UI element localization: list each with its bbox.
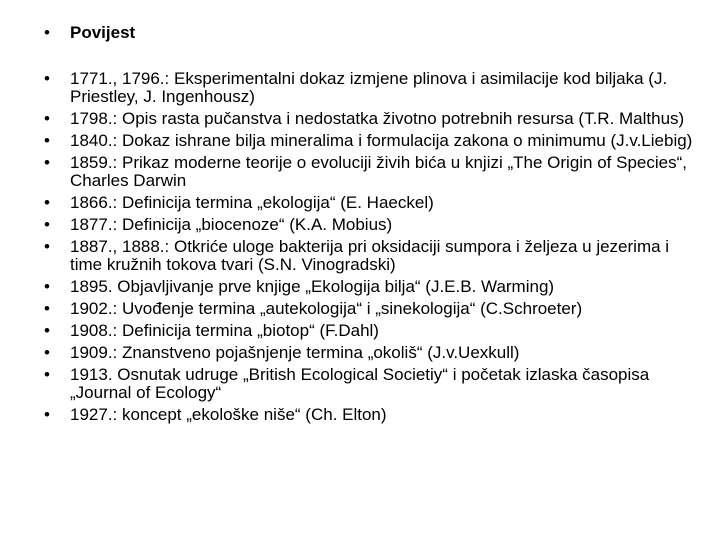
list-item (44, 238, 694, 274)
list-item-text: 1798.: Opis rasta pučanstva i nedostatka životno potrebnih resursa (T.R. Malthus) (70, 109, 685, 128)
bullet-icon: • (44, 153, 50, 172)
list-item-text: 1902.: Uvođenje termina „autekologija“ i „sinekologija“ (C.Schroeter) (70, 299, 583, 318)
bullet-icon: • (44, 193, 50, 212)
list-item (44, 194, 694, 212)
list-item (44, 110, 694, 128)
list-item (44, 70, 694, 106)
bullet-icon: • (44, 405, 50, 424)
bullet-icon: • (44, 343, 50, 362)
list-item (44, 344, 694, 362)
list-item-text: 1909.: Znanstveno pojašnjenje termina „okoliš“ (J.v.Uexkull) (70, 343, 520, 362)
list-item (44, 406, 694, 424)
history-list (44, 70, 694, 428)
bullet-icon: • (44, 365, 50, 384)
list-item (44, 366, 694, 402)
bullet-icon: • (44, 299, 50, 318)
list-item (44, 300, 694, 318)
list-item (44, 154, 694, 190)
bullet-icon: • (44, 215, 50, 234)
slide-heading (44, 22, 135, 44)
list-item (44, 132, 694, 150)
list-item (44, 322, 694, 340)
list-item-text: 1840.: Dokaz ishrane bilja mineralima i formulacija zakona o minimumu (J.v.Liebig) (70, 131, 693, 150)
bullet-icon: • (44, 23, 50, 42)
heading-title: Povijest (70, 23, 136, 42)
list-item-text: 1895. Objavljivanje prve knjige „Ekologija bilja“ (J.E.B. Warming) (70, 277, 555, 296)
list-item-text: 1877.: Definicija „biocenoze“ (K.A. Mobius) (70, 215, 393, 234)
bullet-icon: • (44, 237, 50, 256)
list-item-text: 1866.: Definicija termina „ekologija“ (E. Haeckel) (70, 193, 434, 212)
list-item-text: 1927.: koncept „ekološke niše“ (Ch. Elton) (70, 405, 387, 424)
bullet-icon: • (44, 109, 50, 128)
bullet-icon: • (44, 321, 50, 340)
bullet-icon: • (44, 131, 50, 150)
list-item-text: 1859.: Prikaz moderne teorije o evoluciji živih bića u knjizi „The Origin of Species“, Charles Darwin (70, 153, 687, 190)
bullet-icon: • (44, 277, 50, 296)
list-item (44, 278, 694, 296)
list-item-text: 1771., 1796.: Eksperimentalni dokaz izmjene plinova i asimilacije kod biljaka (J. Priestley, J. Ingenhousz) (70, 69, 668, 106)
bullet-icon: • (44, 69, 50, 88)
list-item-text: 1913. Osnutak udruge „British Ecological Societiy“ i početak izlaska časopisa „Journal of Ecology“ (70, 365, 650, 402)
list-item-text: 1887., 1888.: Otkriće uloge bakterija pri oksidaciji sumpora i željeza u jezerima i time kružnih tokova tvari (S.N. Vinogradski) (70, 237, 670, 274)
list-item-text: 1908.: Definicija termina „biotop“ (F.Dahl) (70, 321, 379, 340)
list-item (44, 216, 694, 234)
